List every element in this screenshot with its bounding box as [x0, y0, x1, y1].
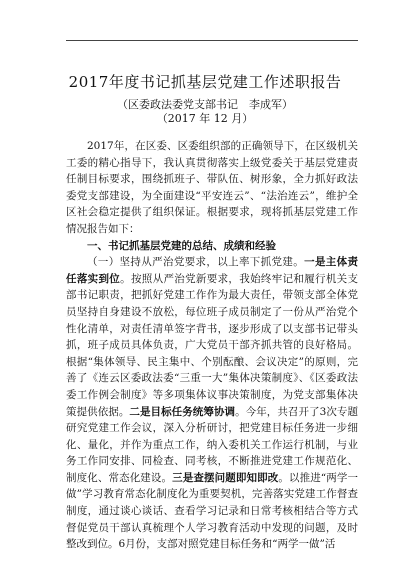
paragraph-text: 。今年，共召开了3次专题研究党建工作会议，深入分析研讨，把党建目标任务进一步细化、量化，并作为重点工作，纳入委机关工作运行机制，与业务工作同安排、同检查、同考核，不断推进党建工作规范化、制度化、常态化建设。 [66, 405, 358, 484]
report-date: （2017 年 12 月） [156, 112, 254, 125]
section-heading [66, 238, 358, 255]
paragraph-text: 。按照从严治党新要求，我始终牢记和履行机关支部书记职责，把抓好党建工作作为最大责任，带领支部全体党员坚持自身建设不放松，每位班子成员制定了一份从严治党个性化清单，对责任清单签字背书，逐步形成了以支部书记带头抓，班子成员具体负责，广大党员干部齐抓共管的良好格局。根据“集体领导、民主集中、个别酝酿、会议决定”的原则，完善了《连云区委政法委“三重一大”集体决策制度》、《区委政法委工作例会制度》等多项集体议事决策制度，为党支部集体决策提供依据。 [66, 272, 359, 418]
paragraph-text: （一）坚持从严治党要求，以上率下抓党建。 [87, 256, 305, 269]
bold-emphasis: 二是目标任务统筹协调 [129, 405, 236, 418]
bold-emphasis: 一是主体责任落实到位 [66, 256, 359, 285]
section-paragraph [66, 254, 358, 553]
paragraph-text: 。以推进“两学一做”学习教育常态化制度化为重要契机，完善落实党建工作督查制度，通过谈心谈话、查看学习记录和日常考核相结合等方式督促党员干部认真梳理个人学习教育活动中发现的问题，及时整改到位。6月份，支部对照党建目标任务和“两学一做”活 [66, 471, 359, 551]
paragraph-text: 2017年，在区委、区委组织部的正确领导下，在区级机关工委的精心指导下，我认真贯彻落实上级党委关于基层党建责任制目标要求，围绕抓班子、带队伍、树形象，全力抓好政法委党支部建设，为全面建设“平安连云”、“法治连云”，维护全区社会稳定提供了组织保证。根据要求，现将抓基层党建工作情况报告如下： [66, 140, 358, 235]
header-rule [66, 40, 358, 41]
report-title: 2017年度书记抓基层党建工作述职报告 [68, 73, 342, 91]
section-heading-text: 一、书记抓基层党建的总结、成绩和经验 [87, 239, 276, 252]
bold-emphasis: 三是查摆问题即知即改 [172, 471, 279, 484]
intro-paragraph [66, 138, 358, 238]
report-author: （区委政法委党支部书记 李成军） [117, 98, 293, 111]
report-body [66, 138, 358, 553]
